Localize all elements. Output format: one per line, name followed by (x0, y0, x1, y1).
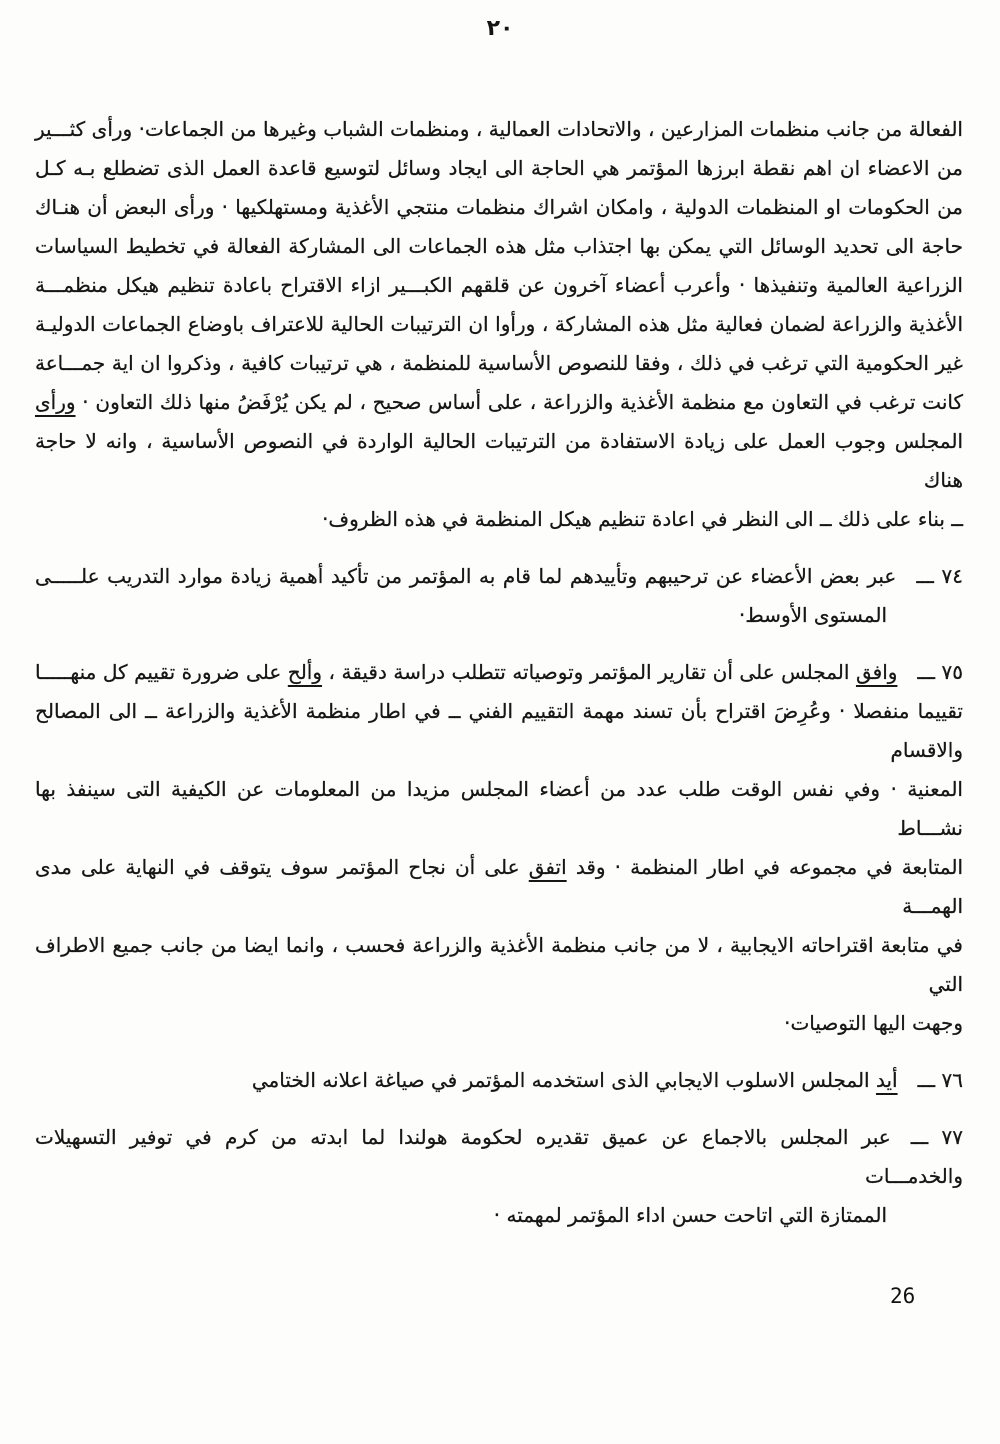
text-segment: المستوى الأوسط· (738, 603, 887, 627)
text-segment: المعنية · وفي نفس الوقت طلب عدد من أعضاء المجلس مزيدا من المعلومات عن الكيفية التى سينفذ بها نشـــاط (35, 777, 963, 840)
underlined-word: اتفق (528, 855, 567, 879)
text-segment: المجلس على أن تقارير المؤتمر وتوصياته تتطلب دراسة دقيقة ، (322, 660, 856, 684)
text-line (35, 1061, 963, 1100)
text-line (35, 1118, 963, 1196)
text-segment: من الحكومات او المنظمات الدولية ، وامكان اشراك منظمات منتجي الأغذية ومستهلكيها · ورأى البعض أن هنـاك (35, 195, 963, 219)
text-segment: على أن نجاح المؤتمر سوف يتوقف في النهاية على مدى الهمـــة (35, 855, 963, 918)
text-line (35, 149, 963, 188)
text-line (35, 110, 963, 149)
text-line (35, 557, 963, 596)
text-line (35, 926, 963, 1004)
paragraph-74 (35, 557, 963, 635)
paragraph-73-continuation (35, 110, 963, 539)
text-line (35, 500, 963, 539)
text-segment: تقييما منفصلا · وعُرِضَ اقتراح بأن تسند مهمة التقييم الفني ــ في اطار منظمة الأغذية والزراعة ــ الى المصالح والاقسام (35, 699, 963, 762)
text-segment: ٧٥ ـــ (897, 660, 964, 684)
text-segment: الفعالة من جانب منظمات المزارعين ، والاتحادات العمالية ، ومنظمات الشباب وغيرها من الجماعات· ورأى كثـــير (35, 117, 963, 141)
text-segment: المتابعة في مجموعه في اطار المنظمة · وقد (566, 855, 963, 879)
text-line (35, 266, 963, 305)
underlined-word: وألح (287, 660, 323, 684)
text-segment: من الاعضاء ان اهم نقطة ابرزها المؤتمر هي الحاجة الى ايجاد وسائل لتوسيع قاعدة العمل الذى تضطلع بـه كـل (35, 156, 963, 180)
paragraph-77 (35, 1118, 963, 1235)
document-body (35, 110, 963, 1253)
text-line (35, 1004, 963, 1043)
text-line (35, 305, 963, 344)
text-segment: على ضرورة تقييم كل منهـــــا (35, 660, 288, 684)
text-line (35, 770, 963, 848)
page-number-top: ٢٠ (486, 16, 514, 41)
underlined-word: ورأى (35, 390, 76, 414)
text-segment: المجلس الاسلوب الايجابي الذى استخدمه المؤتمر في صياغة اعلانه الختامي (251, 1068, 876, 1092)
text-segment: ٧٤ ـــ عبر بعض الأعضاء عن ترحيبهم وتأييدهم لما قام به المؤتمر من تأكيد أهمية زيادة موارد التدريب علـــــى (35, 564, 963, 588)
text-line (35, 1196, 887, 1235)
text-segment: الأغذية والزراعة لضمان فعالية مثل هذه المشاركة ، ورأوا ان الترتيبات الحالية للاعتراف باوضاع الجماعات الدوليـة (35, 312, 963, 336)
text-line (35, 383, 963, 422)
text-segment: غير الحكومية التي ترغب في ذلك ، وفقا للنصوص الأساسية للمنظمة ، هي ترتيبات كافية ، وذكروا ان اية جمـــاعة (35, 351, 963, 375)
text-segment: كانت ترغب في التعاون مع منظمة الأغذية والزراعة ، على أساس صحيح ، لم يكن يُرْفَضُ منها ذلك التعاون · (75, 390, 963, 414)
text-line (35, 596, 887, 635)
text-segment: وجهت اليها التوصيات· (784, 1011, 963, 1035)
paragraph-76 (35, 1061, 963, 1100)
underlined-word: وافق (855, 660, 898, 684)
underlined-word: أيد (875, 1068, 898, 1092)
text-line (35, 692, 963, 770)
text-segment: الممتازة التي اتاحت حسن اداء المؤتمر لمهمته · (493, 1203, 887, 1227)
text-segment: ٧٧ ـــ عبر المجلس بالاجماع عن عميق تقديره لحكومة هولندا لما ابدته من كرم في توفير التسهيلات والخدمـــات (35, 1125, 963, 1188)
text-line (35, 227, 963, 266)
text-segment: ٧٦ ـــ (897, 1068, 963, 1092)
text-segment: الزراعية العالمية وتنفيذها · وأعرب أعضاء آخرون عن قلقهم الكبـــير ازاء الاقتراح باعادة تنظيم هيكل منظمـــة (35, 273, 963, 297)
text-line (35, 848, 963, 926)
text-line (35, 188, 963, 227)
page-number-bottom: 26 (890, 1284, 916, 1308)
text-segment: حاجة الى تحديد الوسائل التي يمكن بها اجتذاب مثل هذه الجماعات الى المشاركة الفعالة في تخطيط السياسات (35, 234, 963, 258)
paragraph-75 (35, 653, 963, 1043)
text-segment: في متابعة اقتراحاته الايجابية ، لا من جانب منظمة الأغذية والزراعة فحسب ، وانما ايضا من جانب جميع الاطراف التي (35, 933, 963, 996)
text-line (35, 422, 963, 500)
text-line (35, 344, 963, 383)
text-line (35, 653, 963, 692)
text-segment: ــ بناء على ذلك ــ الى النظر في اعادة تنظيم هيكل المنظمة في هذه الظروف· (322, 507, 963, 531)
text-segment: المجلس وجوب العمل على زيادة الاستفادة من الترتيبات الحالية الواردة في النصوص الأساسية ، وانه لا حاجة هناك (35, 429, 963, 492)
